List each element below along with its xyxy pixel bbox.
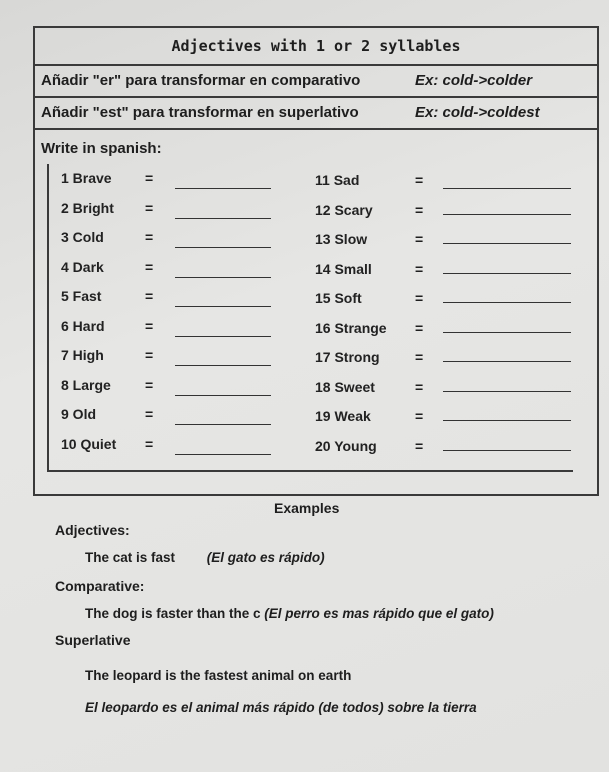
equals-sign: =: [415, 378, 424, 395]
superlative-example-es: El leopardo es el animal más rápido (de todos) sobre la tierra: [85, 700, 477, 715]
equals-sign: =: [415, 290, 424, 306]
right-item: 11 Sad: [315, 172, 360, 188]
box-title: Adjectives with 1 or 2 syllables: [35, 28, 597, 66]
answer-blank[interactable]: [175, 188, 271, 189]
equals-sign: =: [145, 406, 154, 422]
superlative-example-en: The leopard is the fastest animal on earth: [85, 668, 352, 683]
left-item: 1 Brave: [61, 170, 112, 186]
comparative-label: Comparative:: [55, 578, 145, 594]
examples-heading: Examples: [274, 500, 340, 516]
answer-blank[interactable]: [443, 273, 571, 274]
equals-sign: =: [145, 347, 154, 363]
answer-blank[interactable]: [443, 420, 571, 421]
adjectives-label: Adjectives:: [55, 522, 130, 538]
left-item: 3 Cold: [61, 229, 104, 245]
equals-sign: =: [145, 170, 154, 186]
answer-blank[interactable]: [175, 218, 271, 219]
right-item: 17 Strong: [315, 349, 380, 365]
rule-superlative-text: Añadir "est" para transformar en superlativo: [41, 104, 359, 121]
answer-blank[interactable]: [175, 306, 271, 307]
equals-sign: =: [145, 288, 154, 304]
adjectives-box: [33, 26, 599, 496]
comparative-example-es: (El perro es mas rápido que el gato): [264, 606, 494, 621]
equals-sign: =: [415, 408, 424, 424]
equals-sign: =: [145, 376, 154, 393]
left-item: 10 Quiet: [61, 435, 117, 452]
left-item: 6 Hard: [61, 317, 105, 334]
answer-blank[interactable]: [175, 277, 271, 278]
equals-sign: =: [415, 231, 424, 247]
answer-blank[interactable]: [175, 424, 271, 425]
left-item: 7 High: [61, 347, 104, 363]
equals-sign: =: [415, 437, 424, 454]
equals-sign: =: [145, 317, 154, 334]
rule-superlative-row: [35, 98, 597, 130]
equals-sign: =: [145, 435, 154, 452]
left-item: 4 Dark: [61, 258, 104, 275]
equals-sign: =: [145, 229, 154, 245]
answer-blank[interactable]: [175, 395, 271, 396]
equals-sign: =: [145, 199, 154, 216]
left-item: 2 Bright: [61, 199, 114, 216]
answer-blank[interactable]: [443, 361, 571, 362]
equals-sign: =: [415, 260, 424, 277]
right-item: 20 Young: [315, 437, 377, 454]
answer-blank[interactable]: [175, 247, 271, 248]
equals-sign: =: [415, 172, 424, 188]
adjective-example-es: (El gato es rápido): [206, 550, 325, 565]
adjective-example: [85, 550, 325, 565]
right-item: 16 Strange: [315, 319, 387, 336]
answer-blank[interactable]: [443, 243, 571, 244]
exercise-area: [47, 164, 573, 472]
rule-comparative-example: Ex: cold->colder: [415, 72, 533, 89]
answer-blank[interactable]: [443, 188, 571, 189]
superlative-label: Superlative: [55, 632, 131, 648]
comparative-example: [85, 606, 494, 621]
right-item: 13 Slow: [315, 231, 368, 247]
answer-blank[interactable]: [175, 365, 271, 366]
answer-blank[interactable]: [443, 391, 571, 392]
left-item: 9 Old: [61, 406, 97, 422]
right-item: 12 Scary: [315, 201, 373, 218]
adjective-example-en: The cat is fast: [85, 550, 176, 565]
instruction-text: Write in spanish:: [41, 140, 162, 157]
equals-sign: =: [145, 258, 154, 275]
left-item: 8 Large: [61, 376, 111, 393]
comparative-example-en: The dog is faster than the c: [85, 606, 261, 621]
right-item: 19 Weak: [315, 408, 371, 424]
answer-blank[interactable]: [443, 214, 571, 215]
answer-blank[interactable]: [175, 336, 271, 337]
right-item: 14 Small: [315, 260, 372, 277]
rule-comparative-text: Añadir "er" para transformar en comparativo: [41, 72, 361, 89]
answer-blank[interactable]: [175, 454, 271, 455]
answer-blank[interactable]: [443, 302, 571, 303]
rule-comparative-row: [35, 66, 597, 98]
answer-blank[interactable]: [443, 332, 571, 333]
rule-superlative-example: Ex: cold->coldest: [415, 104, 540, 121]
right-item: 18 Sweet: [315, 378, 375, 395]
equals-sign: =: [415, 319, 424, 336]
right-item: 15 Soft: [315, 290, 362, 306]
equals-sign: =: [415, 201, 424, 218]
answer-blank[interactable]: [443, 450, 571, 451]
equals-sign: =: [415, 349, 424, 365]
left-item: 5 Fast: [61, 288, 102, 304]
